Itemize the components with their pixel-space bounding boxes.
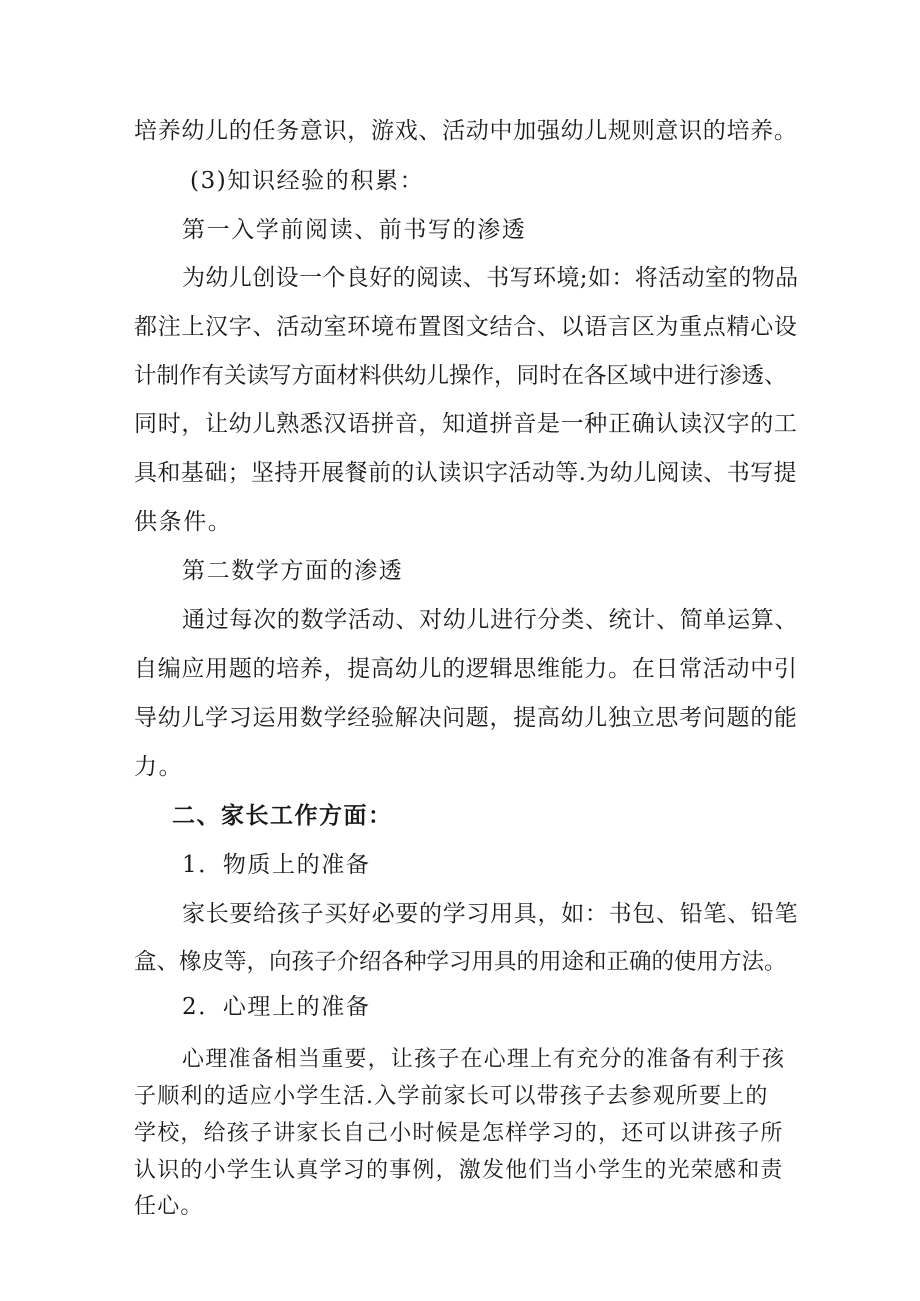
text-line: 任心。: [134, 1194, 204, 1219]
text-line: 自编应用题的培养，提高幼儿的逻辑思维能力。在日常活动中引: [134, 656, 798, 682]
text-line: 培养幼儿的任务意识，游戏、活动中加强幼儿规则意识的培养。: [134, 118, 798, 144]
text-line: 盒、橡皮等，向孩子介绍各种学习用具的用途和正确的使用方法。: [134, 949, 787, 975]
text-line: 心理准备相当重要，让孩子在心理上有充分的准备有利于孩: [182, 1047, 786, 1072]
text-line: 通过每次的数学活动、对幼儿进行分类、统计、简单运算、: [182, 607, 799, 633]
text-line: 为幼儿创设一个良好的阅读、书写环境;如：将活动室的物品: [182, 265, 799, 291]
text-line: 认识的小学生认真学习的事例，激发他们当小学生的光荣感和责: [134, 1158, 784, 1183]
text-line: 都注上汉字、活动室环境布置图文结合、以语言区为重点精心设: [134, 314, 798, 340]
text-line: 力。: [134, 754, 184, 780]
text-line: 供条件。: [134, 509, 233, 535]
text-line: 家长要给孩子买好必要的学习用具，如：书包、铅笔、铅笔: [182, 901, 799, 927]
subsection-heading: (3)知识经验的积累：: [190, 168, 425, 194]
item-heading: 第二数学方面的渗透: [182, 558, 404, 584]
text-line: 导幼儿学习运用数学经验解决问题，提高幼儿独立思考问题的能: [134, 705, 798, 731]
item-heading: 1．物质上的准备: [182, 852, 371, 878]
item-heading: 第一入学前阅读、前书写的渗透: [182, 217, 527, 243]
text-line: 子顺利的适应小学生活.入学前家长可以带孩子去参观所要上的: [134, 1084, 769, 1109]
text-line: 同时，让幼儿熟悉汉语拼音，知道拼音是一种正确认读汉字的工: [134, 411, 798, 437]
item-heading: 2．心理上的准备: [182, 994, 371, 1020]
text-line: 具和基础；坚持开展餐前的认读识字活动等.为幼儿阅读、书写提: [134, 460, 797, 486]
text-line: 计制作有关读写方面材料供幼儿操作，同时在各区域中进行渗透、: [134, 363, 787, 389]
section-heading: 二、家长工作方面：: [172, 803, 393, 829]
text-line: 学校，给孩子讲家长自己小时候是怎样学习的，还可以讲孩子所: [134, 1121, 784, 1146]
